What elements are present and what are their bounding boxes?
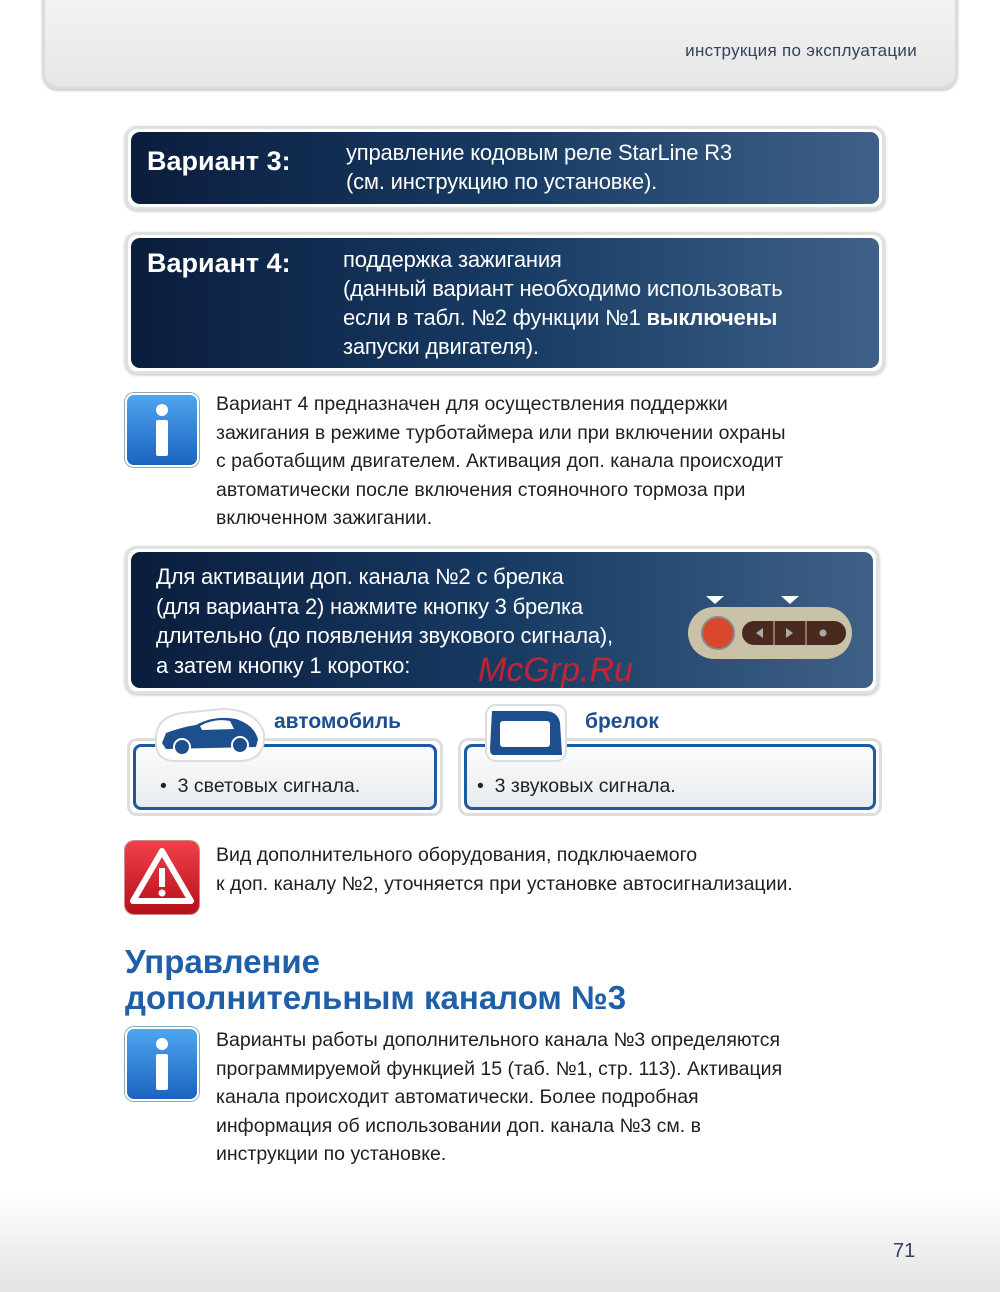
text-line: длительно (до появления звукового сигнала), — [156, 623, 613, 648]
variant-4-title: Вариант 4: — [147, 248, 291, 278]
text-line: Для активации доп. канала №2 с брелка — [156, 564, 564, 589]
text-line: (см. инструкцию по установке). — [346, 169, 658, 194]
page-header — [42, 0, 958, 89]
text-line: Варианты работы дополнительного канала №3 определяются — [216, 1029, 781, 1051]
text-line: (для варианта 2) нажмите кнопку 3 брелка — [156, 593, 583, 619]
text-line: канала происходит автоматически. Более подробная — [216, 1086, 699, 1108]
warning-icon — [125, 841, 199, 914]
variant-4-panel — [125, 232, 885, 374]
car-bullet-text: 3 световых сигнала. — [177, 775, 361, 797]
variant-3-panel — [125, 126, 885, 210]
text-line: к доп. каналу №2, уточняется при установке автосигнализации. — [216, 872, 793, 895]
text-line — [343, 303, 783, 332]
key-fob-buttons-icon — [686, 592, 856, 662]
info-paragraph-1 — [216, 390, 785, 533]
info-icon — [125, 393, 199, 467]
text-line: инструкции по установке. — [216, 1143, 447, 1165]
key-fob-icon — [484, 703, 568, 763]
variant-4-text — [343, 245, 783, 361]
text-line: включенном зажигании. — [216, 507, 433, 529]
text-bold: выключены — [646, 305, 778, 330]
text-line: с работабщим двигателем. Активация доп. канала происходит — [216, 450, 784, 472]
section-heading — [125, 944, 626, 1016]
text-line: Вид дополнительного оборудования, подключаемого — [216, 844, 698, 866]
heading-line: Управление — [125, 943, 321, 980]
variant-3-title: Вариант 3: — [147, 146, 291, 176]
text-line: автоматически после включения стояночного тормоза при — [216, 478, 746, 501]
fob-bullet: • 3 звуковых сигнала. — [477, 775, 676, 797]
header-title: инструкция по эксплуатации — [685, 41, 917, 60]
info-paragraph-2 — [216, 1026, 782, 1169]
text-line: а затем кнопку 1 коротко: — [156, 652, 411, 678]
fob-bullet-text: 3 звуковых сигнала. — [494, 775, 676, 797]
text-line: информация об использовании доп. канала №3 см. в — [216, 1114, 702, 1137]
heading-line: дополнительным каналом №3 — [125, 979, 627, 1016]
text-line: программируемой функцией 15 (таб. №1, стр. 113). Активация — [216, 1057, 783, 1080]
car-icon — [152, 703, 268, 765]
page-footer — [0, 1195, 1000, 1292]
text-line: Вариант 4 предназначен для осуществления поддержки — [216, 393, 728, 415]
car-bullet: • 3 световых сигнала. — [160, 775, 361, 797]
text-part: если в табл. №2 функции №1 — [343, 305, 647, 330]
text-line: поддержка зажигания — [343, 247, 562, 272]
watermark: McGrp.Ru — [478, 651, 633, 689]
fob-label: брелок — [585, 710, 659, 733]
info-icon — [125, 1027, 199, 1101]
car-label: автомобиль — [274, 710, 402, 733]
page-number: 71 — [893, 1240, 916, 1262]
warning-paragraph — [216, 841, 793, 898]
variant-3-text — [346, 138, 732, 196]
text-line: зажигания в режиме турботаймера или при включении охраны — [216, 421, 786, 444]
text-line: (данный вариант необходимо использовать — [343, 276, 783, 301]
text-line: управление кодовым реле StarLine R3 — [346, 140, 732, 165]
text-line: запуски двигателя). — [343, 334, 539, 359]
